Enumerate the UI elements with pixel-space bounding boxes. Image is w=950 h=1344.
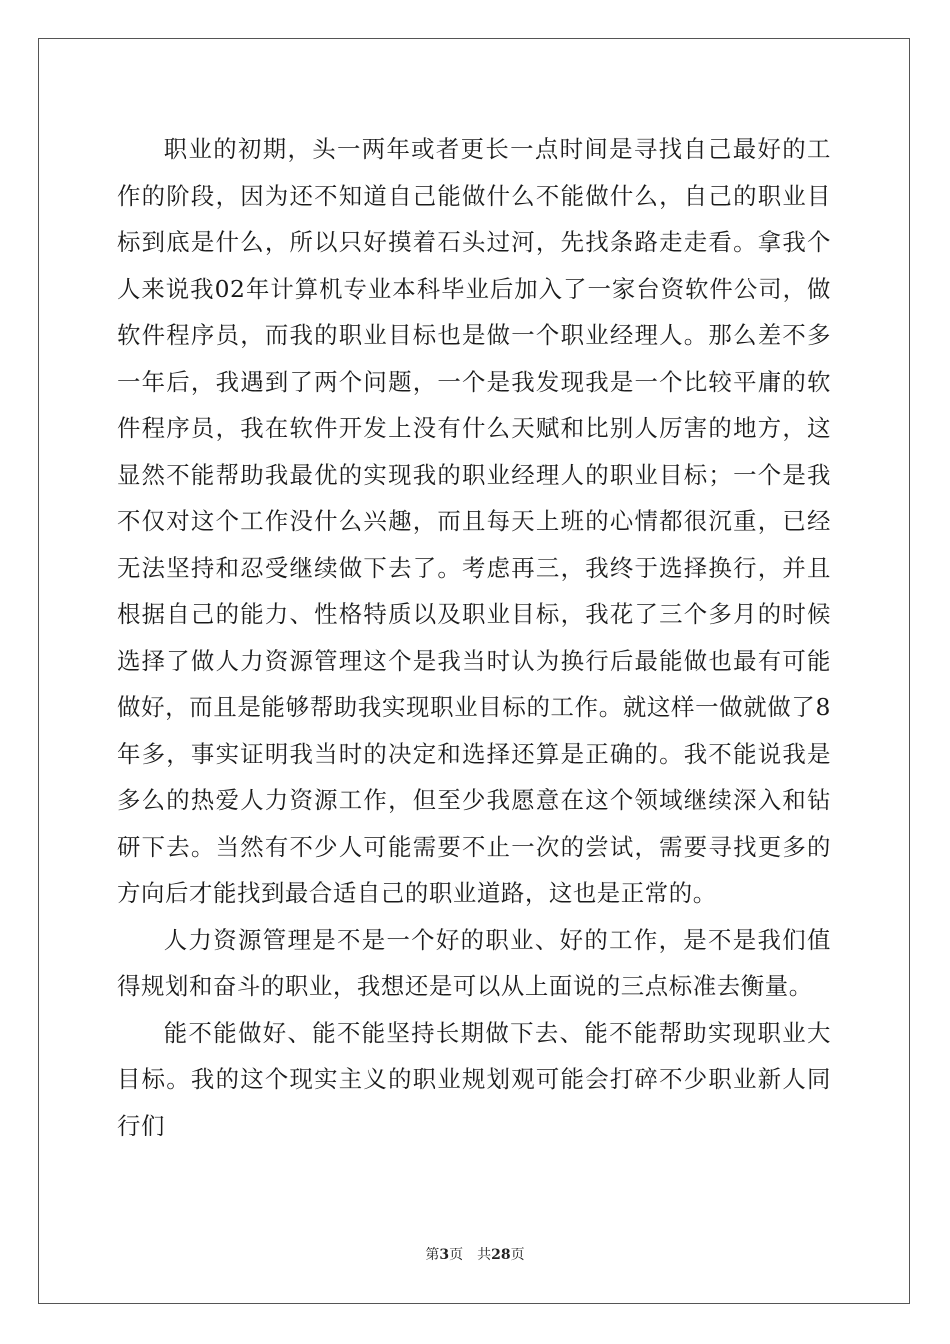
total-page-number: 28 (491, 1247, 511, 1263)
current-page-number: 3 (439, 1247, 450, 1263)
total-prefix: 共 (477, 1247, 492, 1263)
page-footer (0, 1244, 950, 1264)
page-suffix: 页 (449, 1247, 464, 1263)
paragraph: 能不能做好、能不能坚持长期做下去、能不能帮助实现职业大目标。我的这个现实主义的职业规划观可能会打碎不少职业新人同行们 (117, 1018, 831, 1140)
paragraph: 职业的初期，头一两年或者更长一点时间是寻找自己最好的工作的阶段，因为还不知道自己能做什么不能做什么，自己的职业目标到底是什么，所以只好摸着石头过河，先找条路走走看。拿我个人来说我02年计算机专业本科毕业后加入了一家台资软件公司，做软件程序员，而我的职业目标也是做一个职业经理人。那么差不多一年后，我遇到了两个问题，一个是我发现我是一个比较平庸的软件程序员，我在软件开发上没有什么天赋和比别人厉害的地方，这显然不能帮助我最优的实现我的职业经理人的职业目标；一个是我不仅对这个工作没什么兴趣，而且每天上班的心情都很沉重，已经无法坚持和忍受继续做下去了。考虑再三，我终于选择换行，并且根据自己的能力、性格特质以及职业目标，我花了三个多月的时候选择了做人力资源管理这个是我当时认为换行后最能做也最有可能做好，而且是能够帮助我实现职业目标的工作。就这样一做就做了8年多，事实证明我当时的决定和选择还算是正确的。我不能说我是多么的热爱人力资源工作，但至少我愿意在这个领域继续深入和钻研下去。当然有不少人可能需要不止一次的尝试，需要寻找更多的方向后才能找到最合适自己的职业道路，这也是正常的。 (117, 135, 831, 907)
paragraph: 人力资源管理是不是一个好的职业、好的工作，是不是我们值得规划和奋斗的职业，我想还是可以从上面说的三点标准去衡量。 (117, 925, 831, 1000)
total-suffix: 页 (510, 1247, 525, 1263)
page-prefix: 第 (425, 1247, 440, 1263)
document-body (117, 126, 831, 1149)
